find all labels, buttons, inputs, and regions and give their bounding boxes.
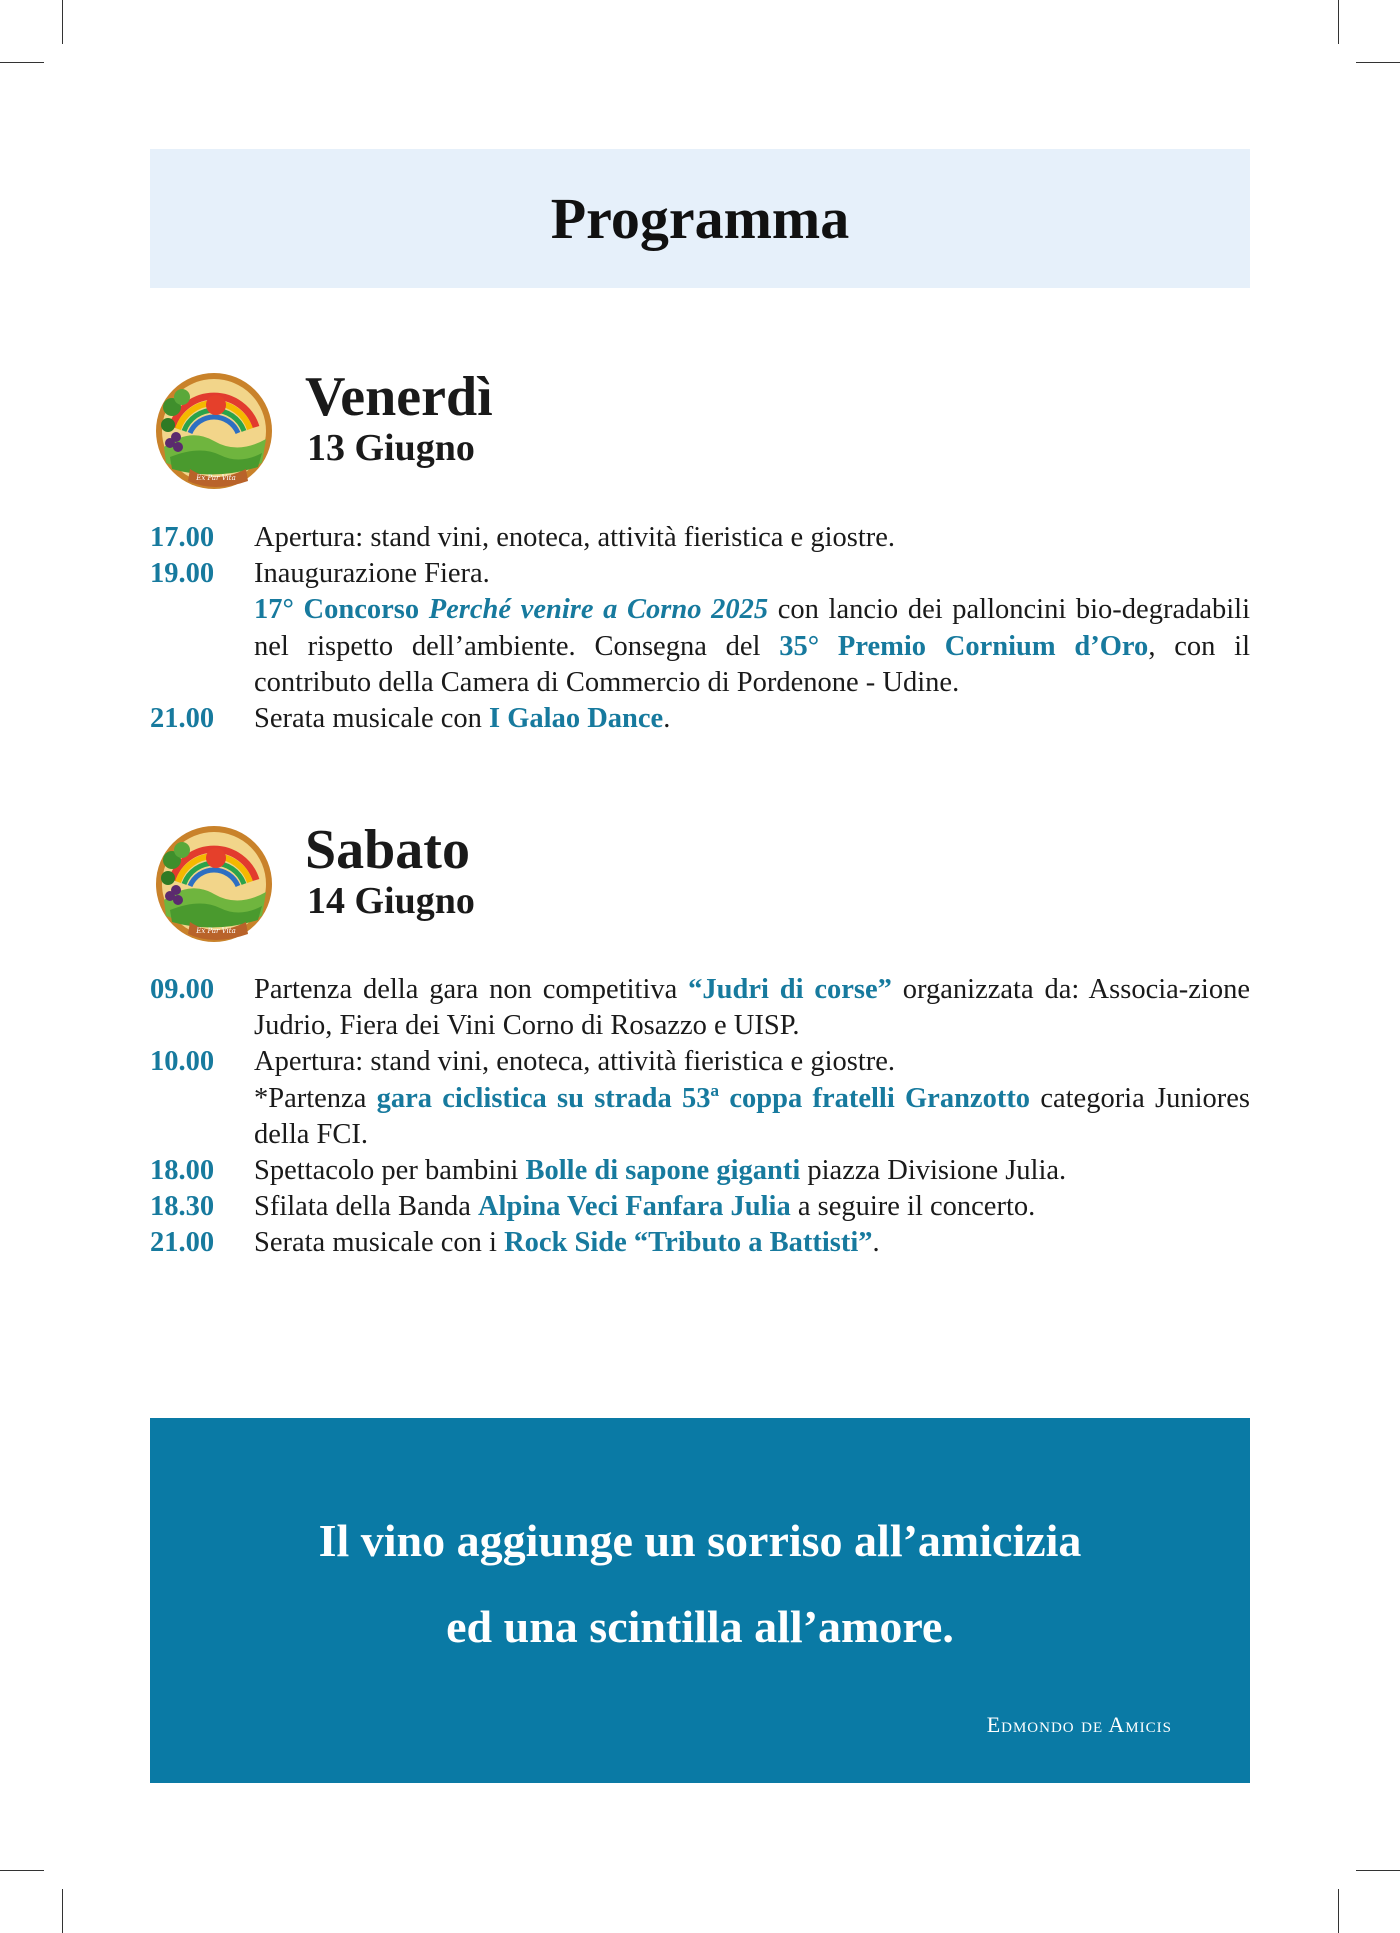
event-text: . (663, 703, 671, 735)
crop-mark (0, 62, 44, 63)
event-text: Spettacolo per bambini (254, 1155, 526, 1187)
svg-text:Ex Par Vita: Ex Par Vita (196, 927, 236, 935)
highlight-text: “Judri di corse” (688, 974, 892, 1005)
quote-line-2: ed una scintilla all’amore. (446, 1601, 954, 1652)
event-time: 17.00 (150, 522, 215, 553)
crop-mark (1356, 1870, 1400, 1871)
event-time (150, 1081, 254, 1153)
event-text: con lancio dei palloncini bio-degradabili nel rispetto dell’ambiente. Consegna del (254, 594, 1250, 662)
day-date: 14 Giugno (307, 880, 475, 922)
event-description (254, 520, 1250, 556)
highlight-text: 35° Premio Cornium d’Oro (779, 630, 1149, 662)
page-title: Programma (550, 186, 850, 251)
event-text: a seguire il concerto. (790, 1191, 1036, 1223)
event-text: categoria Juniores della FCI. (254, 1082, 1251, 1150)
event-text: , con il contributo della Camera di Commercio di Pordenone - Udine. (254, 630, 1250, 698)
day-date: 13 Giugno (307, 427, 475, 469)
highlight-text: Alpina Veci Fanfara Julia (477, 1191, 791, 1223)
schedule-row (150, 701, 1250, 737)
fair-logo-icon (150, 367, 278, 495)
highlight-text: Perché venire a Corno 2025 (428, 594, 769, 626)
quote-line-1: Il vino aggiunge un sorriso all’amicizia (318, 1515, 1082, 1566)
day-name: Sabato (305, 819, 470, 881)
svg-text:Ex Par Vita: Ex Par Vita (196, 474, 236, 482)
schedule-friday (150, 520, 1250, 737)
event-time: 21.00 (150, 703, 215, 735)
quote-banner (150, 1418, 1250, 1783)
schedule-saturday (150, 972, 1250, 1262)
crop-mark (1356, 62, 1400, 63)
event-text: Apertura: stand vini, enoteca, attività fieristica e giostre. (254, 522, 896, 553)
quote-author: Edmondo de Amicis (986, 1712, 1172, 1737)
event-time (150, 592, 254, 701)
event-description (254, 1044, 1250, 1080)
highlight-text: Bolle di sapone giganti (525, 1155, 801, 1187)
event-description (254, 592, 1250, 701)
crop-mark (62, 0, 63, 44)
schedule-row (150, 1225, 1250, 1261)
event-time: 18.00 (150, 1155, 215, 1187)
event-description (254, 1189, 1250, 1225)
highlight-text: Rock Side “Tributo a Battisti” (504, 1227, 873, 1259)
schedule-row (150, 1081, 1250, 1153)
crop-mark (62, 1889, 63, 1933)
event-text: *Partenza (254, 1082, 377, 1114)
event-time: 18.30 (150, 1191, 215, 1223)
event-description (254, 1153, 1250, 1189)
event-text: organizzata da: Associa-zione Judrio, Fiera dei Vini Corno di Rosazzo e UISP. (254, 974, 1250, 1042)
event-text: Inaugurazione Fiera. (254, 558, 490, 590)
event-time: 10.00 (150, 1046, 215, 1078)
crop-mark (0, 1870, 44, 1871)
day-header-saturday (150, 820, 650, 950)
highlight-text: I Galao Dance (489, 703, 664, 735)
event-description (254, 701, 1250, 737)
day-name: Venerdì (305, 366, 493, 428)
schedule-row (150, 592, 1250, 701)
schedule-row (150, 1044, 1250, 1080)
schedule-row (150, 972, 1250, 1044)
event-text: Apertura: stand vini, enoteca, attività fieristica e giostre. (254, 1046, 896, 1078)
schedule-row (150, 1153, 1250, 1189)
event-description (254, 1081, 1250, 1153)
event-time: 19.00 (150, 558, 215, 590)
schedule-row (150, 1189, 1250, 1225)
day-header-friday (150, 367, 650, 497)
crop-mark (1338, 1889, 1339, 1933)
schedule-row (150, 520, 1250, 556)
event-description (254, 972, 1250, 1044)
event-time: 09.00 (150, 974, 215, 1005)
highlight-text: 17° Concorso (254, 594, 429, 626)
event-text: Serata musicale con i (254, 1227, 505, 1259)
event-text: . (872, 1227, 880, 1259)
event-description (254, 1225, 1250, 1261)
schedule-row (150, 556, 1250, 592)
highlight-text: gara ciclistica su strada 53ª coppa fratelli Granzotto (376, 1082, 1031, 1114)
event-text: Partenza della gara non competitiva (254, 974, 689, 1005)
event-description (254, 556, 1250, 592)
event-text: Serata musicale con (254, 703, 490, 735)
event-text: piazza Divisione Julia. (800, 1155, 1067, 1187)
event-text: Sfilata della Banda (254, 1191, 478, 1223)
crop-mark (1338, 0, 1339, 44)
title-banner (150, 149, 1250, 288)
fair-logo-icon (150, 820, 278, 948)
event-time: 21.00 (150, 1227, 215, 1259)
